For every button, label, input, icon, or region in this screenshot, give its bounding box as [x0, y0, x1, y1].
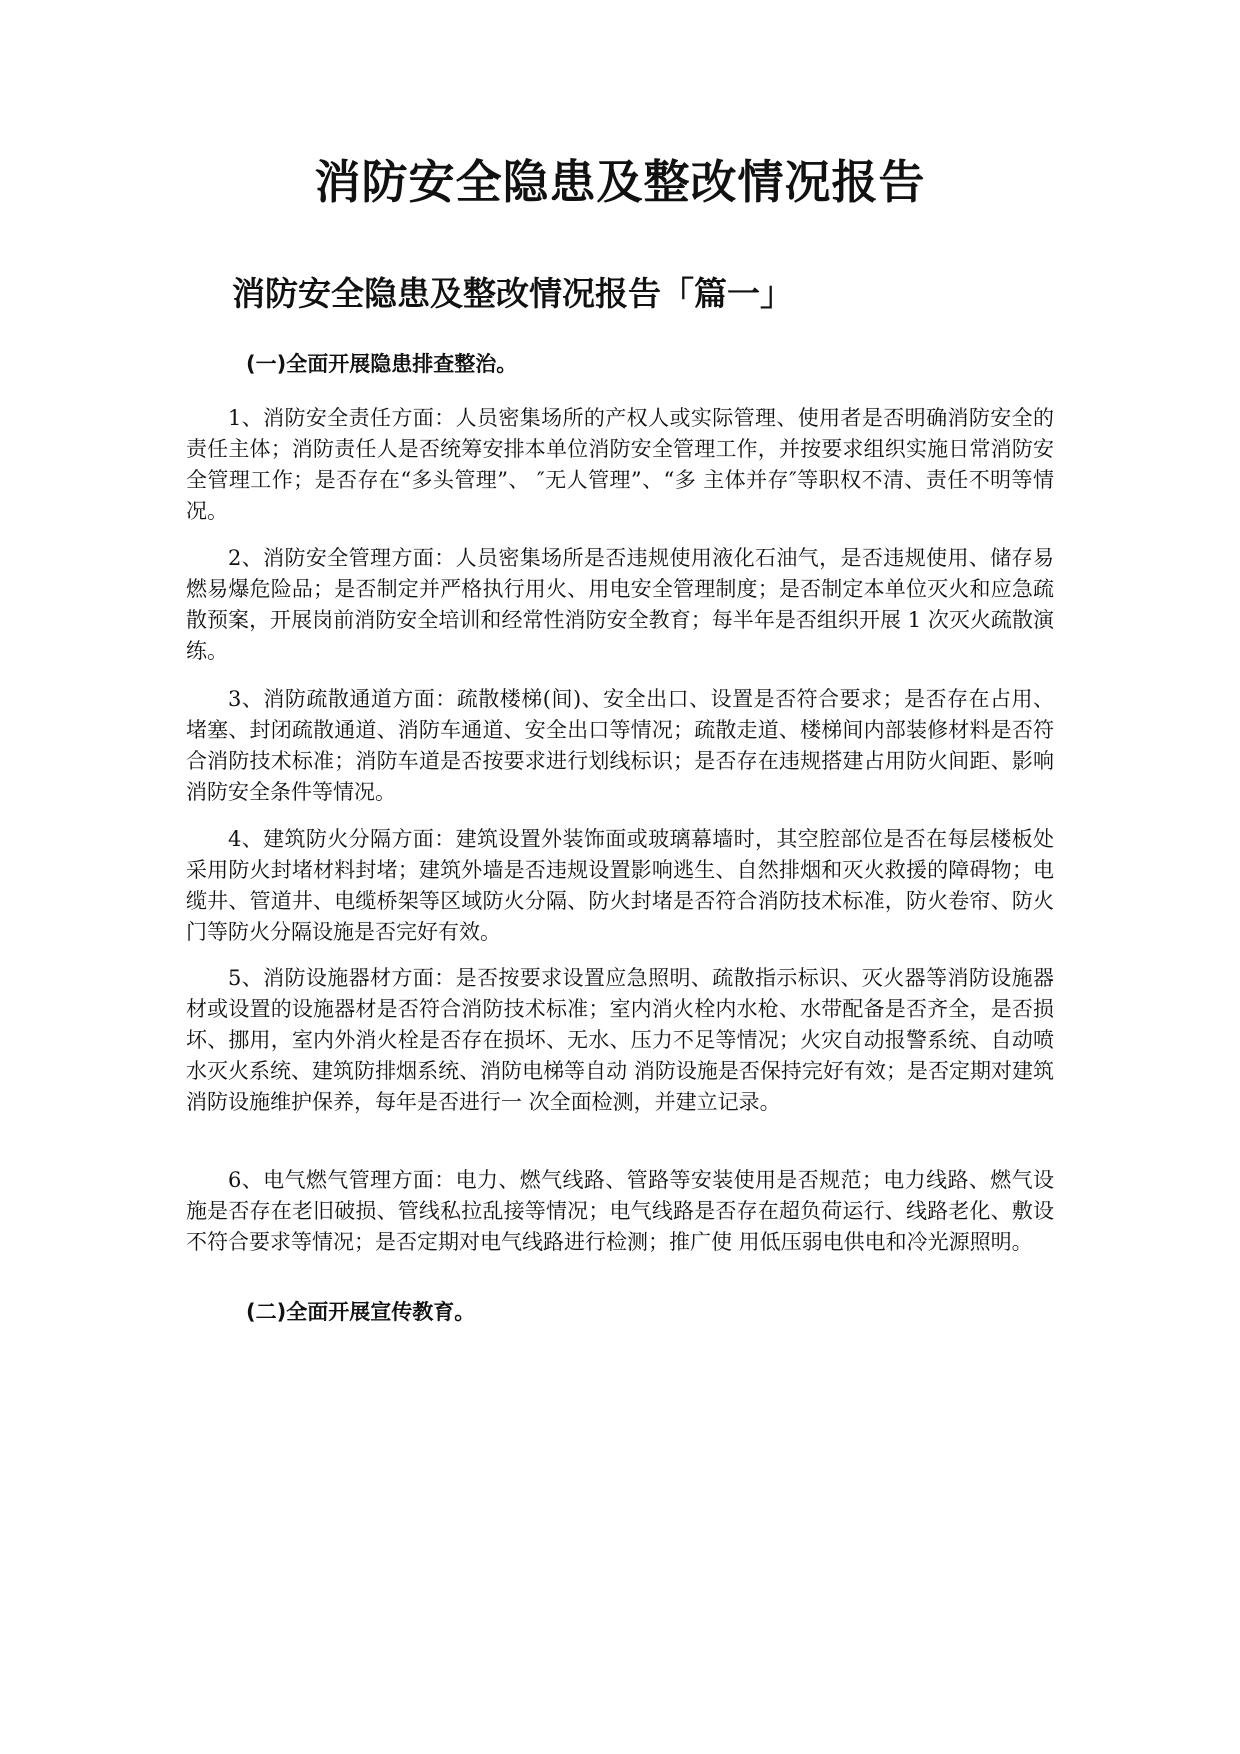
document-title: 消防安全隐患及整改情况报告	[314, 155, 926, 209]
sub-heading-comprehensive-inspection: (一)全面开展隐患排查整治。	[246, 352, 518, 376]
paragraph-evacuation-routes: 3、消防疏散通道方面：疏散楼梯(间)、安全出口、设置是否符合要求；是否存在占用、堵塞、封闭疏散通道、消防车通道、安全出口等情况；疏散走道、楼梯间内部装修材料是否符合消防技术标准；消防车道是否按要求进行划线标识；是否存在违规搭建占用防火间距、影响消防安全条件等情况。	[186, 687, 1054, 804]
paragraph-fire-equipment: 5、消防设施器材方面：是否按要求设置应急照明、疏散指示标识、灭火器等消防设施器材或设置的设施器材是否符合消防技术标准；室内消火栓内水枪、水带配备是否齐全，是否损坏、挪用，室内外消火栓是否存在损坏、无水、压力不足等情况；火灾自动报警系统、自动喷水灭火系统、建筑防排烟系统、消防电梯等自动 消防设施是否保持完好有效；是否定期对建筑消防设施维护保养，每年是否进行一 次全面检测，并建立记录。	[186, 966, 1054, 1114]
paragraph-fire-safety-management: 2、消防安全管理方面：人员密集场所是否违规使用液化石油气，是否违规使用、储存易燃易爆危险品；是否制定并严格执行用火、用电安全管理制度；是否制定本单位灭火和应急疏散预案，开展岗前消防安全培训和经常性消防安全教育；每半年是否组织开展 1 次灭火疏散演练。	[186, 546, 1054, 663]
sub-heading-publicity-education: (二)全面开展宣传教育。	[246, 1300, 476, 1324]
paragraph-electrical-gas: 6、电气燃气管理方面：电力、燃气线路、管路等安装使用是否规范；电力线路、燃气设施是否存在老旧破损、管线私拉乱接等情况；电气线路是否存在超负荷运行、线路老化、敷设不符合要求等情况；是否定期对电气线路进行检测；推广使 用低压弱电供电和冷光源照明。	[186, 1168, 1054, 1254]
paragraph-fire-safety-responsibility: 1、消防安全责任方面：人员密集场所的产权人或实际管理、使用者是否明确消防安全的责任主体；消防责任人是否统筹安排本单位消防安全管理工作，并按要求组织实施日常消防安全管理工作；是否存在“多头管理”、 ″无人管理”、“多 主体并存″等职权不清、责任不明等情况。	[186, 406, 1054, 523]
paragraph-fire-separation: 4、建筑防火分隔方面：建筑设置外装饰面或玻璃幕墙时，其空腔部位是否在每层楼板处采用防火封堵材料封堵；建筑外墙是否违规设置影响逃生、自然排烟和灭火救援的障碍物；电缆井、管道井、电缆桥架等区域防火分隔、防火封堵是否符合消防技术标准，防火卷帘、防火门等防火分隔设施是否完好有效。	[186, 827, 1054, 944]
section-heading: 消防安全隐患及整改情况报告「篇一」	[232, 274, 793, 313]
